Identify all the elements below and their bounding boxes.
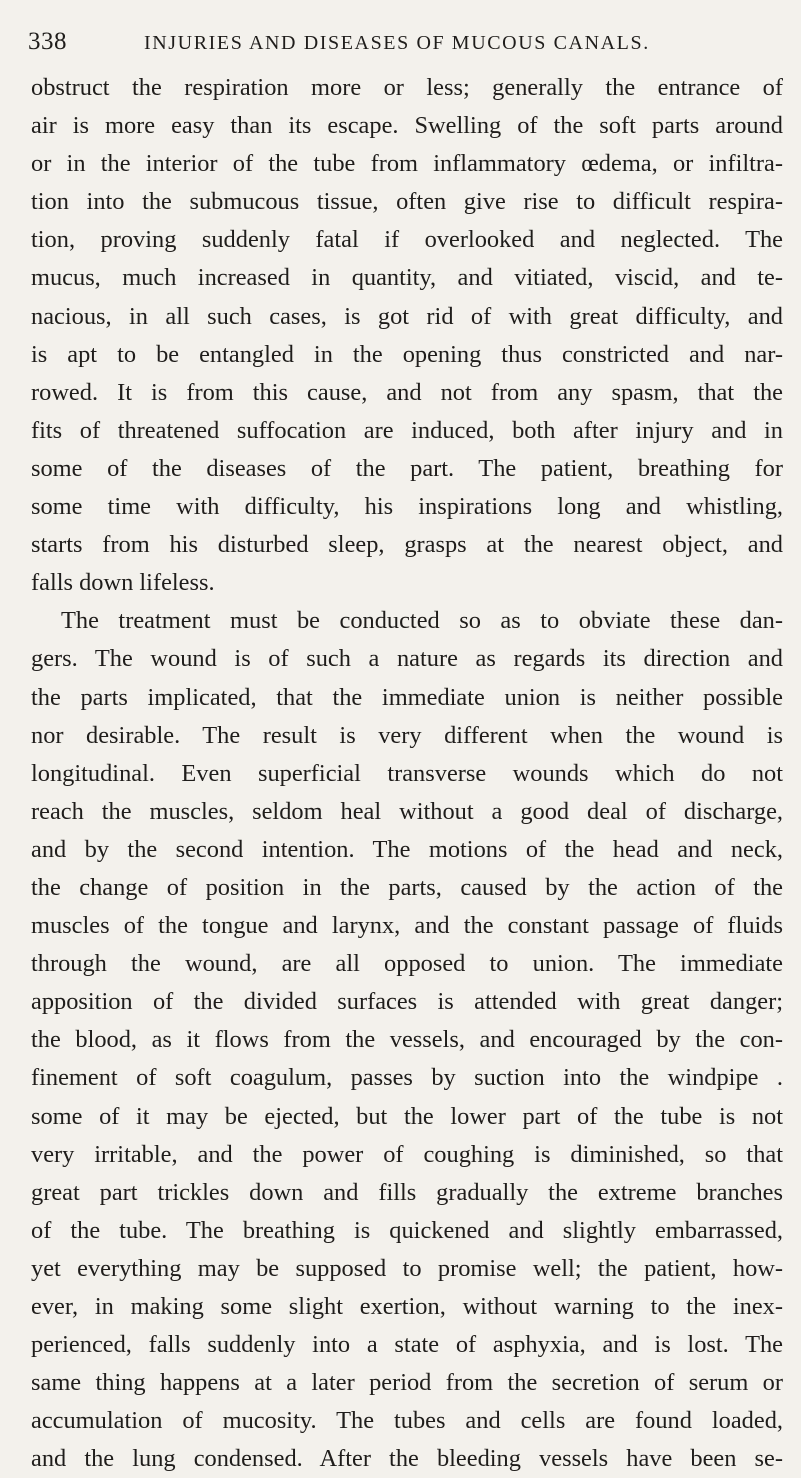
text-line: fits of threatened suffocation are induced, both after injury and in (31, 416, 783, 444)
text-line: obstruct the respiration more or less; generally the entrance of (31, 74, 783, 101)
text-line: rowed. It is from this cause, and not from any spasm, that the (31, 378, 783, 406)
text-line: air is more easy than its escape. Swelling of the soft parts around (31, 112, 783, 140)
text-line: The treatment must be conducted so as to obviate these dan- (61, 607, 783, 635)
text-line: very irritable, and the power of coughing is diminished, so that (31, 1140, 783, 1168)
text-line: muscles of the tongue and larynx, and the constant passage of fluids (31, 912, 783, 940)
text-line: some time with difficulty, his inspirations long and whistling, (31, 493, 783, 521)
text-line: perienced, falls suddenly into a state of asphyxia, and is lost. The (31, 1331, 783, 1359)
text-line: or in the interior of the tube from inflammatory œdema, or infiltra- (31, 150, 783, 178)
text-line: the parts implicated, that the immediate union is neither possible (31, 683, 783, 711)
text-line: nacious, in all such cases, is got rid of with great difficulty, and (31, 302, 783, 330)
text-line: tion, proving suddenly fatal if overlooked and neglected. The (31, 226, 783, 254)
running-title: INJURIES AND DISEASES OF MUCOUS CANALS. (144, 32, 650, 54)
text-line: finement of soft coagulum, passes by suction into the windpipe . (31, 1064, 783, 1092)
text-line: gers. The wound is of such a nature as regards its direction and (31, 645, 783, 673)
text-line: the blood, as it flows from the vessels, and encouraged by the con- (31, 1026, 783, 1054)
text-line: reach the muscles, seldom heal without a good deal of discharge, (31, 797, 783, 825)
text-line: yet everything may be supposed to promise well; the patient, how- (31, 1254, 783, 1282)
text-line: great part trickles down and fills gradually the extreme branches (31, 1178, 783, 1206)
text-line: same thing happens at a later period from the secretion of serum or (31, 1369, 783, 1397)
page-number: 338 (28, 28, 67, 55)
text-line: accumulation of mucosity. The tubes and cells are found loaded, (31, 1407, 783, 1435)
text-line: starts from his disturbed sleep, grasps at the nearest object, and (31, 531, 783, 559)
text-line: some of the diseases of the part. The patient, breathing for (31, 454, 783, 482)
text-line: and by the second intention. The motions of the head and neck, (31, 835, 783, 863)
text-line: of the tube. The breathing is quickened and slightly embarrassed, (31, 1216, 783, 1244)
paragraph-1 (31, 69, 783, 602)
text-line: tion into the submucous tissue, often give rise to difficult respira- (31, 188, 783, 216)
text-line: through the wound, are all opposed to union. The immediate (31, 950, 783, 978)
text-line: is apt to be entangled in the opening thus constricted and nar- (31, 340, 783, 368)
text-line: mucus, much increased in quantity, and vitiated, viscid, and te- (31, 264, 783, 292)
text-line: apposition of the divided surfaces is attended with great danger; (31, 988, 783, 1016)
text-line: the change of position in the parts, caused by the action of the (31, 873, 783, 901)
text-line: falls down lifeless. (31, 569, 215, 597)
body-text (31, 69, 783, 1478)
text-line: and the lung condensed. After the bleeding vessels have been se- (31, 1445, 783, 1473)
page-header (28, 26, 761, 66)
text-line: ever, in making some slight exertion, without warning to the inex- (31, 1293, 783, 1320)
text-line: some of it may be ejected, but the lower part of the tube is not (31, 1102, 783, 1130)
paragraph-2 (31, 602, 783, 1478)
text-line: longitudinal. Even superficial transverse wounds which do not (31, 759, 783, 787)
text-line: nor desirable. The result is very different when the wound is (31, 721, 783, 749)
